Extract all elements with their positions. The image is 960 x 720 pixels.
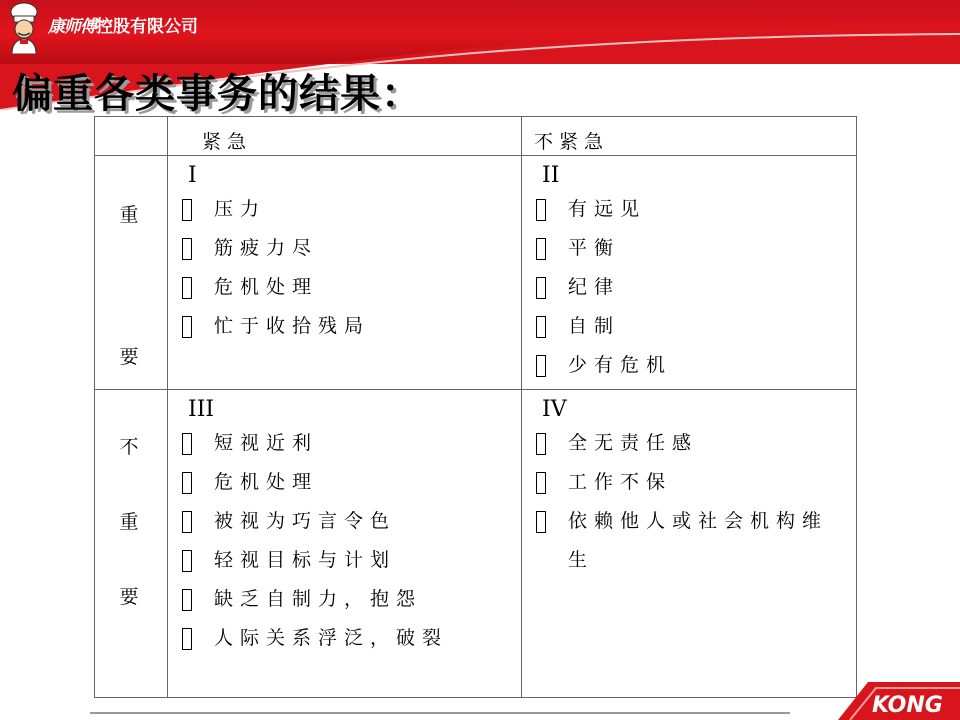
bullet-box-icon [536,316,546,338]
quadrant-3-list [168,424,521,658]
col-header-not-urgent-label: 不紧急 [534,131,610,153]
col-header-not-urgent [522,117,857,156]
row-header-char: 不 [119,436,143,458]
company-brand [2,2,198,54]
bullet-box-icon [182,472,192,494]
bullet-box-icon [536,277,546,299]
quadrant-numeral: II [542,163,560,188]
list-item: 平衡 [536,229,856,268]
quadrant-4 [522,390,857,698]
bullet-box-icon [182,238,192,260]
list-item: 少有危机 [536,346,856,385]
quadrant-2 [522,156,857,390]
bullet-box-icon [182,433,192,455]
row-header-char: 重 [119,511,143,533]
brand-script-name: 康师傅 [48,16,96,37]
list-item: 依赖他人或社会机构维生 [536,502,856,580]
matrix-corner-cell [95,117,168,156]
list-item: 压力 [182,190,521,229]
quadrant-1-list [168,190,521,346]
footer-divider [90,712,790,714]
bullet-box-icon [536,433,546,455]
bullet-box-icon [182,511,192,533]
row-header-char: 要 [119,586,143,608]
row-header-important [95,156,168,390]
bullet-box-icon [536,355,546,377]
bullet-box-icon [536,472,546,494]
quadrant-numeral: III [188,397,215,422]
quadrant-3 [168,390,522,698]
list-item: 被视为巧言令色 [182,502,521,541]
bullet-box-icon [182,277,192,299]
bullet-box-icon [182,550,192,572]
row-header-char: 重 [119,204,143,226]
bullet-box-icon [182,316,192,338]
list-item: 自制 [536,307,856,346]
bullet-box-icon [536,511,546,533]
footer-logo-text: KONG [872,693,943,718]
slide-title: 偏重各类事务的结果： [12,71,422,117]
time-management-matrix [94,116,857,698]
bullet-box-icon [536,199,546,221]
footer-logo [810,676,960,720]
list-item: 危机处理 [182,268,521,307]
list-item: 短视近利 [182,424,521,463]
list-item: 缺乏自制力，抱怨 [182,580,521,619]
list-item: 忙于收拾残局 [182,307,521,346]
row-header-char: 要 [119,346,143,368]
col-header-urgent-label: 紧急 [202,131,253,153]
bullet-box-icon [182,628,192,650]
quadrant-1 [168,156,522,390]
quadrant-numeral: I [188,163,197,188]
brand-company-text: 控股有限公司 [96,16,198,37]
bullet-box-icon [182,589,192,611]
row-header-not-important [95,390,168,698]
quadrant-2-list [522,190,856,385]
col-header-urgent [168,117,522,156]
list-item: 纪律 [536,268,856,307]
list-item: 轻视目标与计划 [182,541,521,580]
quadrant-4-list [522,424,856,580]
list-item: 有远见 [536,190,856,229]
list-item: 工作不保 [536,463,856,502]
quadrant-numeral: IV [542,397,567,422]
list-item: 人际关系浮泛，破裂 [182,619,521,658]
bullet-box-icon [536,238,546,260]
list-item: 筋疲力尽 [182,229,521,268]
list-item: 全无责任感 [536,424,856,463]
chef-mascot-icon [2,2,46,54]
list-item: 危机处理 [182,463,521,502]
bullet-box-icon [182,199,192,221]
